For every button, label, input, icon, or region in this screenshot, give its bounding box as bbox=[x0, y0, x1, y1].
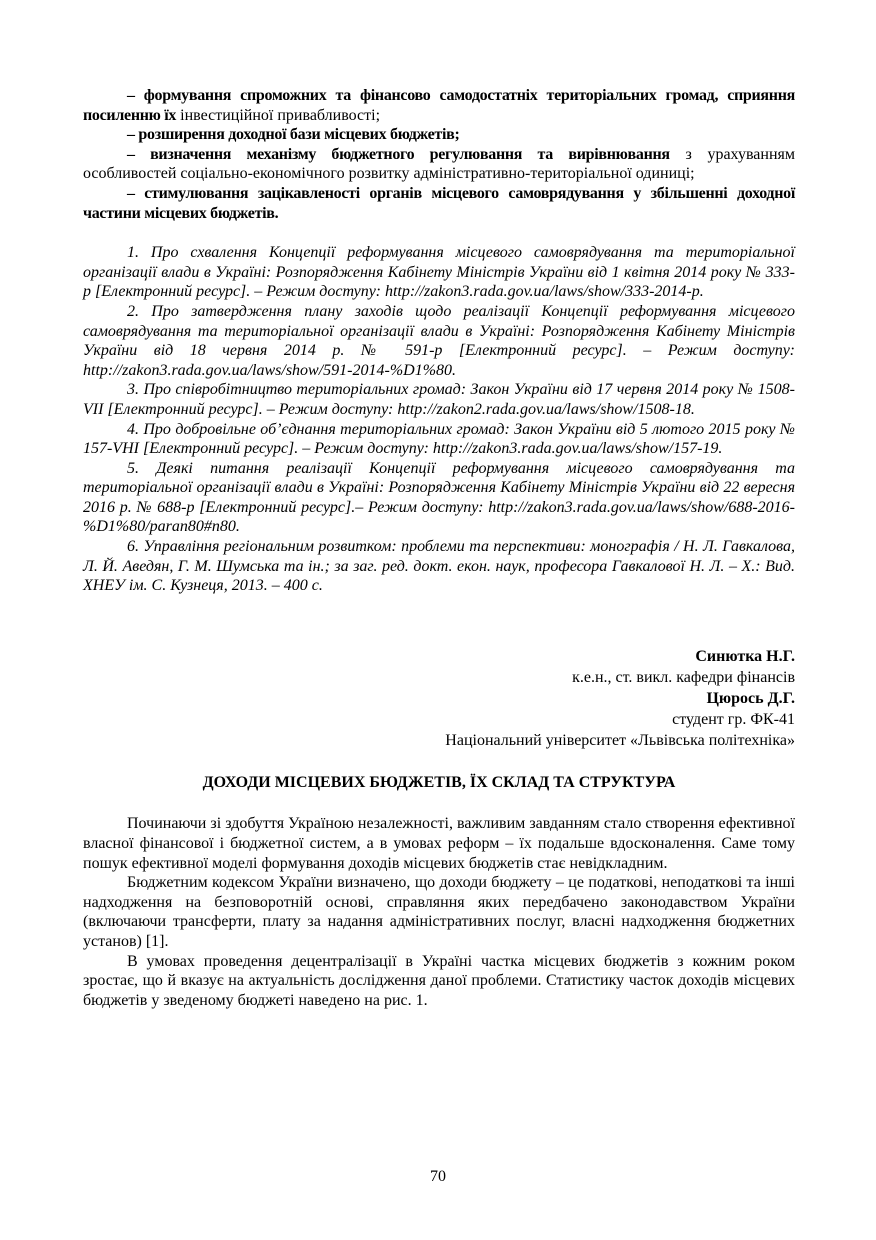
goal-normal: з урахуванням особливостей соціально-економічного розвитку адміністративно-територіальної одиниці; bbox=[83, 145, 795, 183]
affiliation: Національний університет «Львівська політехніка» bbox=[445, 731, 795, 749]
reference-item: 2. Про затвердження плану заходів щодо реалізації Концепції реформування місцевого самоврядування та територіальної організації влади в Україні: Розпорядження Кабінету Міністрів України від 18 червня 2014 р. № 591-р [Електронний ресурс]. – Режим доступу: http://zakon3.rada.gov.ua/laws/show/591-2014-%D1%80. bbox=[83, 302, 795, 379]
goal-item bbox=[83, 145, 795, 184]
page-number: 70 bbox=[430, 1168, 446, 1185]
author-position: к.е.н., ст. викл. кафедри фінансів bbox=[572, 668, 795, 686]
references-list bbox=[83, 243, 795, 596]
document-page bbox=[83, 86, 795, 1010]
goal-bold: – визначення механізму бюджетного регулювання та вирівнювання bbox=[127, 145, 670, 163]
goal-item bbox=[83, 184, 795, 223]
reference-item: 3. Про співробітництво територіальних громад: Закон України від 17 червня 2014 року № 1508-VII [Електронний ресурс]. – Режим доступу: http://zakon2.rada.gov.ua/laws/show/1508-18. bbox=[83, 381, 795, 418]
author-name: Цюрось Д.Г. bbox=[706, 689, 795, 707]
body-paragraph: Починаючи зі здобуття Україною незалежності, важливим завданням стало створення ефективної власної фінансової і бюджетної систем, а в умовах реформ – їх подальше вдосконалення. Саме тому пошук ефективної моделі формування доходів місцевих бюджетів стає невідкладним. bbox=[83, 815, 795, 872]
article-title: ДОХОДИ МІСЦЕВИХ БЮДЖЕТІВ, ЇХ СКЛАД ТА СТРУКТУРА bbox=[202, 773, 676, 791]
reference-item: 4. Про добровільне об’єднання територіальних громад: Закон України від 5 лютого 2015 року № 157-VHI [Електронний ресурс]. – Режим доступу: http://zakon3.rada.gov.ua/laws/show/157-19. bbox=[83, 420, 795, 458]
reference-item: 5. Деякі питання реалізації Концепції реформування місцевого самоврядування та територіальної організації влади в Україні: Розпорядження Кабінету Міністрів України від 22 вересня 2016 р. № 688-р [Електронний ресурс].– Режим доступу: http://zakon3.rada.gov.ua/laws/show/688-2016-%D1%80/paran80#n80. bbox=[83, 459, 795, 536]
reference-item: 6. Управління регіональним розвитком: проблеми та перспективи: монографія / Н. Л. Гавкалова, Л. Й. Аведян, Г. М. Шумська та ін.; за заг. ред. докт. екон. наук, професора Гавкалової Н. Л. – Х.: Вид. ХНЕУ ім. С. Кузнеця, 2013. – 400 с. bbox=[83, 538, 795, 595]
goal-bold: – стимулювання зацікавленості органів місцевого самоврядування у збільшенні доходної частини місцевих бюджетів. bbox=[83, 184, 795, 222]
goals-list bbox=[83, 86, 795, 223]
goal-item bbox=[83, 86, 795, 125]
goal-normal: інвестиційної привабливості; bbox=[176, 106, 381, 124]
body-paragraph: В умовах проведення децентралізації в Україні частка місцевих бюджетів з кожним роком зростає, що й вказує на актуальність дослідження даної проблеми. Статистику часток доходів місцевих бюджетів у зведеному бюджеті наведено на рис. 1. bbox=[83, 952, 795, 1009]
goal-item bbox=[83, 125, 795, 145]
author-name: Синютка Н.Г. bbox=[695, 647, 795, 665]
goal-bold: – формування спроможних та фінансово самодостатніх територіальних громад, сприяння посиленню їх bbox=[83, 87, 795, 124]
goal-bold: – розширення доходної бази місцевих бюджетів; bbox=[127, 126, 460, 144]
author-position: студент гр. ФК-41 bbox=[672, 710, 795, 728]
body-paragraph: Бюджетним кодексом України визначено, що доходи бюджету – це податкові, неподаткові та інші надходження на безповоротній основі, справляння яких передбачено законодавством України (включаючи трансферти, плату за надання адміністративних послуг, власні надходження бюджетних установ) [1]. bbox=[83, 874, 795, 950]
reference-item: 1. Про схвалення Концепції реформування місцевого самоврядування та територіальної організації влади в Україні: Розпорядження Кабінету Міністрів України від 1 квітня 2014 року № 333-р [Електронний ресурс]. – Режим доступу: http://zakon3.rada.gov.ua/laws/show/333-2014-р. bbox=[83, 244, 795, 301]
author-block bbox=[83, 646, 795, 751]
article-body bbox=[83, 814, 795, 1010]
